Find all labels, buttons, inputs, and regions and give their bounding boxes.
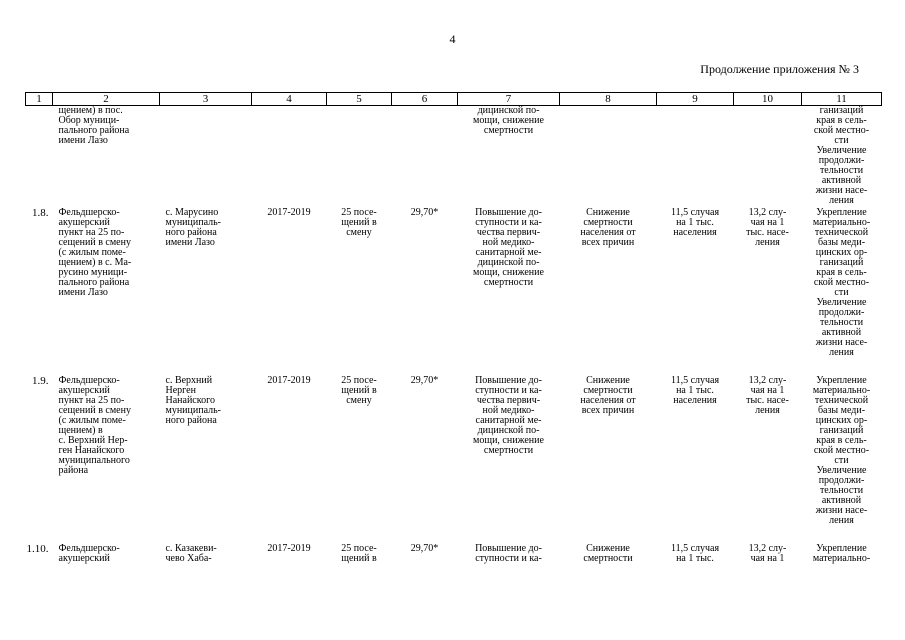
column-header: 6 xyxy=(392,93,458,106)
cell-value-before: 11,5 случая на 1 тыс. населения xyxy=(670,207,720,238)
cell-capacity: 25 посе- щений в xyxy=(341,543,377,564)
column-header: 3 xyxy=(160,93,252,106)
cell-cost: 29,70* xyxy=(410,375,439,386)
cell-location: с. Казакеви- чево Хаба- xyxy=(165,543,217,564)
cell-location: с. Марусино муниципаль- ного района имени Лазо xyxy=(165,207,221,248)
column-header: 11 xyxy=(802,93,882,106)
cell-result: Повышение до- ступности и ка- xyxy=(475,543,542,564)
column-header: 7 xyxy=(458,93,560,106)
page-number: 4 xyxy=(449,32,456,46)
cell-value-after: 13,2 слу- чая на 1 тыс. насе- ления xyxy=(746,207,789,248)
table-row xyxy=(26,374,882,542)
column-header: 8 xyxy=(560,93,657,106)
cell-num xyxy=(26,106,53,207)
cell-period: 2017-2019 xyxy=(267,207,311,218)
column-header: 1 xyxy=(26,93,53,106)
cell-name: Фельдшерско- акушерский пункт на 25 по- сещений в смену (с жилым поме- щением) в с. Ма- русино муници- пального района имени Лазо xyxy=(58,207,132,298)
cell-value-before: 11,5 случая на 1 тыс. xyxy=(670,543,720,564)
cell-indicator: Снижение смертности населения от всех причин xyxy=(580,375,636,416)
header-row xyxy=(26,93,882,106)
cell-num: 1.8. xyxy=(32,207,49,219)
cell-value-after: 13,2 слу- чая на 1 xyxy=(748,543,787,564)
cell-capacity: 25 посе- щений в смену xyxy=(341,207,377,238)
cell-period: 2017-2019 xyxy=(267,543,311,554)
column-header: 5 xyxy=(327,93,392,106)
cell-indicator: Снижение смертности xyxy=(583,543,633,564)
cell-cost: 29,70* xyxy=(410,207,439,218)
cell-value-before: 11,5 случая на 1 тыс. населения xyxy=(670,375,720,406)
cell-result: Повышение до- ступности и ка- чества первич- ной медико- санитарной ме- дицинской по- мощи, снижение смертности xyxy=(473,375,544,456)
table-row xyxy=(26,106,882,207)
column-header: 2 xyxy=(53,93,160,106)
cell-capacity: 25 посе- щений в смену xyxy=(341,375,377,406)
continuation-caption: Продолжение приложения № 3 xyxy=(700,62,859,76)
cell-result: Повышение до- ступности и ка- чества первич- ной медико- санитарной ме- дицинской по- мощи, снижение смертности xyxy=(473,207,544,288)
cell-cost: 29,70* xyxy=(410,543,439,554)
cell-indicator: Снижение смертности населения от всех причин xyxy=(580,207,636,248)
cell-tasks: ганизаций края в сель- ской местно- сти Увеличение продолжи- тельности активной жизни насе- ления xyxy=(813,105,870,206)
table-row xyxy=(26,206,882,374)
appendix-table xyxy=(25,92,882,584)
column-header: 9 xyxy=(657,93,734,106)
cell-num: 1.9. xyxy=(32,375,49,387)
cell-name: щением) в пос. Обор муници- пального района имени Лазо xyxy=(58,105,130,146)
cell-name: Фельдшерско- акушерский xyxy=(58,543,120,564)
cell-location: с. Верхний Нерген Нанайского муниципаль- ного района xyxy=(165,375,221,426)
cell-value-after: 13,2 слу- чая на 1 тыс. насе- ления xyxy=(746,375,789,416)
column-header: 4 xyxy=(252,93,327,106)
cell-name: Фельдшерско- акушерский пункт на 25 по- сещений в смену (с жилым поме- щением) в с. Верхний Нер- ген Нанайского муниципального района xyxy=(58,375,131,476)
cell-period: 2017-2019 xyxy=(267,375,311,386)
cell-tasks: Укрепление материально- технической базы меди- цинских ор- ганизаций края в сель- ской местно- сти Увеличение продолжи- тельности активной жизни насе- ления xyxy=(812,375,871,526)
cell-tasks: Укрепление материально- xyxy=(812,543,871,564)
cell-num: 1.10. xyxy=(26,543,49,555)
cell-result: дицинской по- мощи, снижение смертности xyxy=(473,105,544,136)
cell-tasks: Укрепление материально- технической базы меди- цинских ор- ганизаций края в сель- ской местно- сти Увеличение продолжи- тельности активной жизни насе- ления xyxy=(812,207,871,358)
table-row xyxy=(26,542,882,584)
column-header: 10 xyxy=(734,93,802,106)
